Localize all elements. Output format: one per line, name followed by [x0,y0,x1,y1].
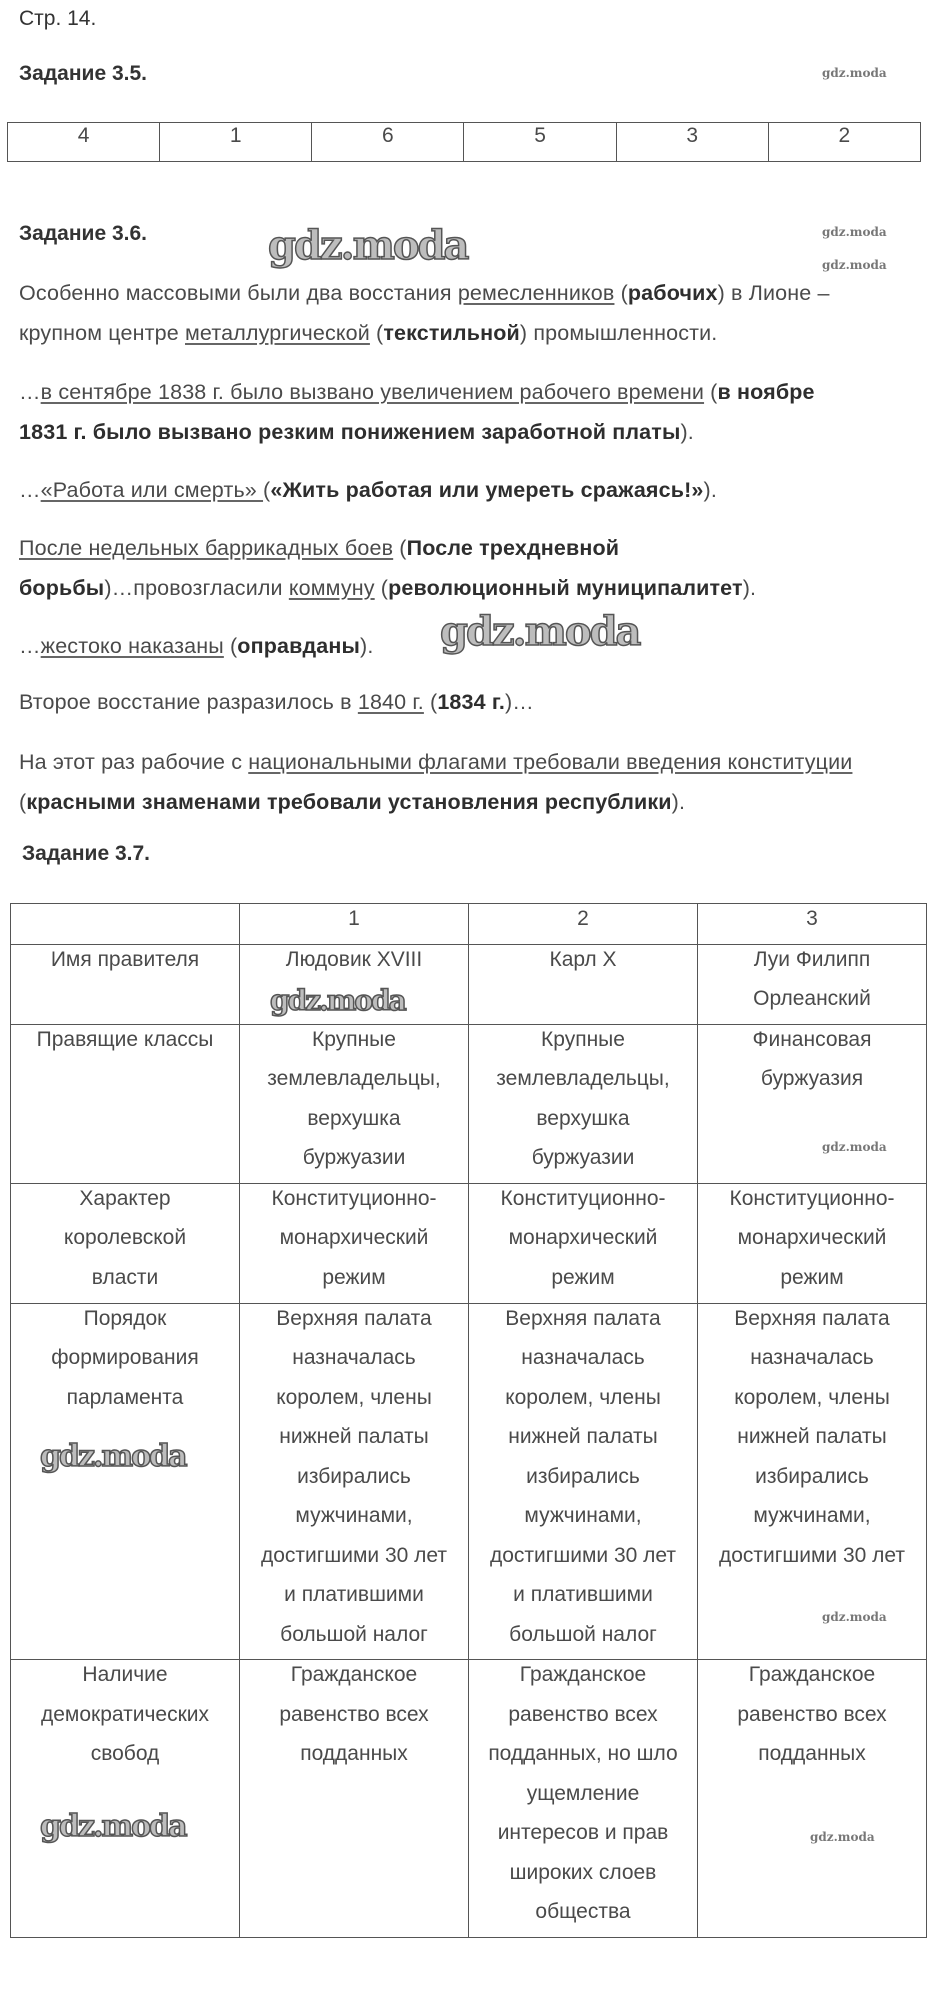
underlined-text: металлургической [185,321,370,345]
cell-text: Порядок формирования парламента [51,1306,199,1409]
text: ( [223,634,238,658]
underlined-text: национальными флагами требовали введения конституции [248,750,853,774]
bold-text: 1831 г. было вызвано резким понижением заработной платы [19,420,681,444]
text: … [19,634,41,658]
header-cell [698,904,927,945]
bold-text: рабочих [627,281,718,305]
text: ( [19,790,27,814]
text: … [19,478,41,502]
underlined-text: ремесленников [457,281,615,305]
watermark: gdz.moda [822,1610,887,1624]
text: ). [742,576,757,600]
paragraph-line [19,632,373,660]
table-row [8,123,921,162]
text: ( [393,536,407,560]
task-3-7-table [10,903,927,1938]
text: ( [704,380,718,404]
cell-text: Верхняя палата назначалась королем, члены нижней палаты избирались мужчинами, достигшими 30 лет [718,1306,906,1567]
table-cell [698,1660,927,1938]
underlined-text: После недельных баррикадных боев [19,536,394,560]
table-cell [240,1303,469,1660]
paragraph-line [19,788,685,816]
task-3-7-title: Задание 3.7. [22,842,150,865]
bold-text: текстильной [383,321,520,345]
text: ). [360,634,374,658]
header-cell [11,904,240,945]
paragraph-line [19,748,852,776]
text: ). [671,790,686,814]
table-cell [469,1024,698,1183]
table-cell [469,1660,698,1938]
paragraph-line [19,476,717,504]
text: ( [423,690,438,714]
table-cell: 1 [160,123,312,162]
watermark: gdz.moda [822,225,887,239]
watermark: gdz.moda [822,66,887,80]
cell-text: Верхняя палата назначалась королем, члены нижней палаты избирались мужчинами, достигшими 30 лет и платившими большой налог [489,1306,677,1646]
header-cell [240,904,469,945]
table-cell [11,944,240,1024]
table-cell [11,1024,240,1183]
underlined-text: жестоко наказаны [40,634,224,658]
bold-text: борьбы [19,576,105,600]
text: ). [703,478,717,502]
cell-text: Финансовая буржуазия [752,1027,872,1090]
table-header-row [11,904,927,945]
cell-text: Верхняя палата назначалась королем, члены нижней палаты избирались мужчинами, достигшими 30 лет и платившими большой налог [260,1306,448,1646]
bold-text: революционный муниципалитет [388,576,743,600]
text: ( [374,576,389,600]
paragraph-line [19,688,534,716]
cell-text: Конституционно- монархический режим [729,1186,895,1289]
table-cell [698,1183,927,1303]
table-row [11,1183,927,1303]
text: ). [680,420,694,444]
underlined-text: 1840 г. [357,690,424,714]
table-cell [240,1660,469,1938]
text: ( [369,321,384,345]
table-row [11,1660,927,1938]
page-header: Стр. 14. [19,7,97,30]
table-cell [240,1183,469,1303]
watermark-logo: gdz.moda [40,1809,186,1844]
table-cell [698,944,927,1024]
underlined-text: «Работа или смерть» [40,478,264,502]
table-cell: 4 [8,123,160,162]
paragraph-line [19,279,830,307]
text: … [19,380,41,404]
bold-text: После трехдневной [406,536,620,560]
cell-text: Правящие классы [36,1027,214,1051]
table-cell [11,1660,240,1938]
cell-text: Карл X [549,947,617,971]
text: ( [614,281,628,305]
cell-text: Луи Филипп Орлеанский [753,947,871,1010]
cell-text: Конституционно- монархический режим [500,1186,666,1289]
watermark-logo: gdz.moda [440,608,640,655]
table-cell: 6 [312,123,464,162]
task-3-5-title: Задание 3.5. [19,62,147,85]
paragraph-line [19,574,756,602]
cell-text: Людовик XVIII [285,947,423,971]
cell-text: Крупные землевладельцы, верхушка буржуазии [267,1027,441,1169]
underlined-text: коммуну [288,576,375,600]
table-cell: 5 [464,123,616,162]
bold-text: красными знаменами требовали установления республики [26,790,672,814]
table-cell [469,944,698,1024]
paragraph-line [19,378,815,406]
text: Второе восстание разразилось в [19,690,358,714]
cell-text: 3 [806,907,818,930]
bold-text: в ноябре [717,380,815,404]
table-cell [698,1303,927,1660]
cell-text: Гражданское равенство всех подданных, но шло ущемление интересов и прав широких слоев общества [488,1663,678,1923]
table-cell [11,1303,240,1660]
table-cell [469,1303,698,1660]
table-cell: 3 [616,123,768,162]
paragraph-line [19,319,717,347]
table-cell [469,1183,698,1303]
table-cell: 2 [768,123,920,162]
watermark: gdz.moda [822,258,887,272]
table-row [11,1024,927,1183]
cell-text: 2 [577,907,589,930]
cell-text: Наличие демократических свобод [40,1663,210,1765]
cell-text: Характер королевской власти [63,1186,187,1289]
table-row [11,944,927,1024]
text: ) промышленности. [519,321,718,345]
task-3-6-title: Задание 3.6. [19,222,147,245]
text: )…провозгласили [104,576,289,600]
cell-text: Конституционно- монархический режим [271,1186,437,1289]
bold-text: оправданы [237,634,361,658]
text: Особенно массовыми были два восстания [19,281,458,305]
cell-text: Имя правителя [50,947,200,971]
table-row [11,1303,927,1660]
text: ( [263,478,271,502]
table-cell [11,1183,240,1303]
cell-text: Крупные землевладельцы, верхушка буржуазии [496,1027,670,1169]
watermark-logo: gdz.moda [40,1439,186,1474]
cell-text: Гражданское равенство всех подданных [279,1663,429,1765]
cell-text: 1 [348,907,360,930]
watermark-logo: gdz.moda [270,984,405,1017]
table-cell [240,1024,469,1183]
underlined-text: в сентябре 1838 г. было вызвано увеличением рабочего времени [40,380,705,404]
text: )… [504,690,534,714]
task-3-5-table [7,122,921,162]
text: На этот раз рабочие с [19,750,249,774]
bold-text: 1834 г. [437,690,505,714]
text: крупном центре [19,321,185,345]
header-cell [469,904,698,945]
watermark: gdz.moda [810,1830,875,1844]
text: ) в Лионе – [717,281,830,305]
table-cell [698,1024,927,1183]
watermark: gdz.moda [822,1140,887,1154]
bold-text: «Жить работая или умереть сражаясь!» [270,478,704,502]
watermark-logo: gdz.moda [268,222,468,269]
cell-text: Гражданское равенство всех подданных [737,1663,887,1765]
paragraph-line [19,418,694,446]
paragraph-line [19,534,619,562]
